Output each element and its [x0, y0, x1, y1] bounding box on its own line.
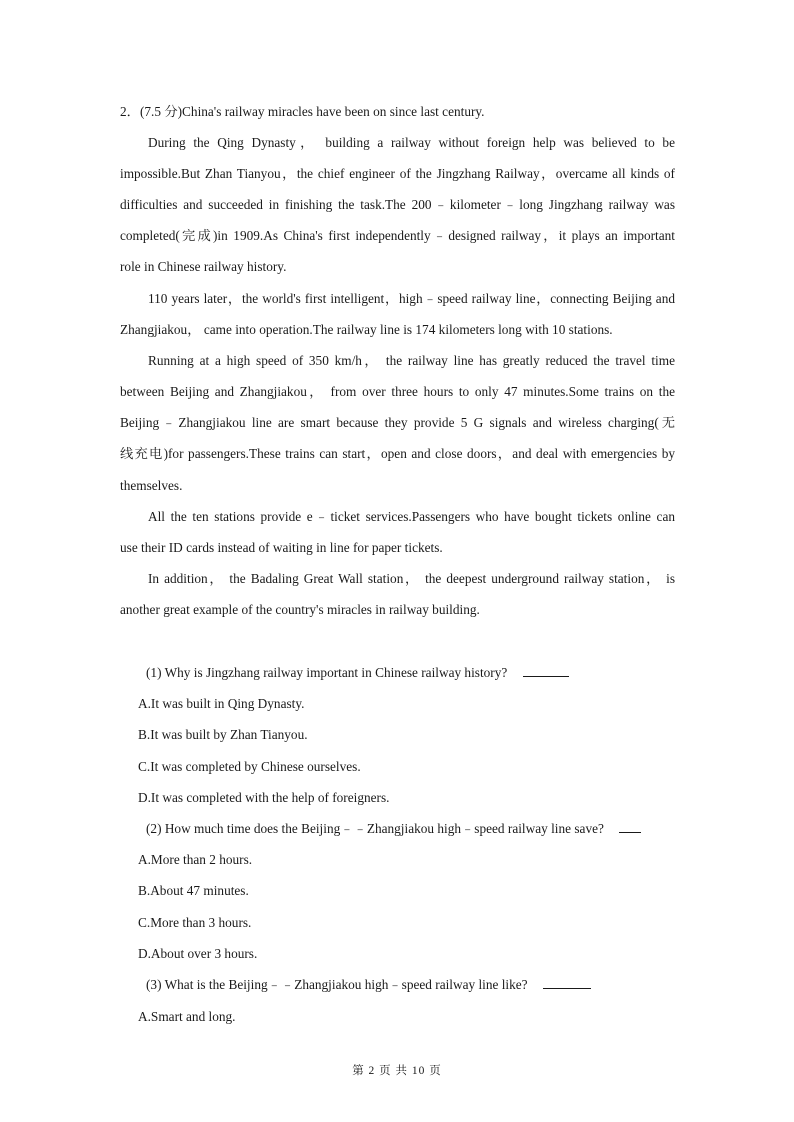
subquestion-prompt [146, 976, 701, 994]
subquestion-prompt [146, 820, 701, 838]
passage-line: 线充电)for passengers.These trains can start，open and close doors，and deal with emergencies by [120, 446, 675, 461]
answer-blank[interactable] [619, 820, 641, 833]
answer-option: A.More than 2 hours. [138, 852, 253, 867]
passage-line: 110 years later，the world's first intelligent，high﹣speed railway line，connecting Beijing and [148, 291, 675, 306]
answer-blank[interactable] [523, 664, 569, 677]
answer-option: C.It was completed by Chinese ourselves. [138, 759, 361, 774]
subquestion-text: (2) How much time does the Beijing﹣﹣Zhangjiakou high﹣speed railway line save? [146, 821, 604, 836]
question-intro: China's railway miracles have been on since last century. [182, 104, 485, 119]
passage-line: In addition， the Badaling Great Wall station， the deepest underground railway station， is [148, 571, 675, 586]
subquestion-text: (3) What is the Beijing﹣﹣Zhangjiakou high﹣speed railway line like? [146, 977, 528, 992]
answer-option: A.Smart and long. [138, 1009, 236, 1024]
answer-option: A.It was built in Qing Dynasty. [138, 696, 305, 711]
answer-option: D.About over 3 hours. [138, 946, 258, 961]
passage-line: difficulties and succeeded in finishing the task.The 200﹣kilometer﹣long Jingzhang railway was [120, 197, 675, 212]
passage-line: impossible.But Zhan Tianyou，the chief engineer of the Jingzhang Railway，overcame all kinds of [120, 166, 675, 181]
passage-line: themselves. [120, 478, 183, 493]
passage-line: During the Qing Dynasty， building a railway without foreign help was believed to be [148, 135, 675, 150]
passage-line: between Beijing and Zhangjiakou， from over three hours to only 47 minutes.Some trains on the [120, 384, 675, 399]
passage-line: Zhangjiakou， came into operation.The railway line is 174 kilometers long with 10 stations. [120, 322, 613, 337]
page-footer: 第 2 页 共 10 页 [352, 1065, 442, 1077]
passage-line: Running at a high speed of 350 km/h， the railway line has greatly reduced the travel time [148, 353, 675, 368]
passage-line: use their ID cards instead of waiting in line for paper tickets. [120, 540, 443, 555]
passage-line: Beijing﹣Zhangjiakou line are smart because they provide 5 G signals and wireless charging(无 [120, 415, 675, 430]
answer-option: B.About 47 minutes. [138, 883, 249, 898]
question-header [120, 103, 675, 121]
passage-line: completed(完成)in 1909.As China's first independently﹣designed railway，it plays an important [120, 228, 675, 243]
subquestion-prompt [146, 664, 701, 682]
answer-blank[interactable] [543, 976, 591, 989]
answer-option: C.More than 3 hours. [138, 915, 252, 930]
answer-option: D.It was completed with the help of foreigners. [138, 790, 390, 805]
passage-line: All the ten stations provide e﹣ticket services.Passengers who have bought tickets online can [148, 509, 675, 524]
answer-option: B.It was built by Zhan Tianyou. [138, 727, 308, 742]
question-number-score: 2．(7.5 分) [120, 104, 183, 119]
passage-line: another great example of the country's miracles in railway building. [120, 602, 480, 617]
passage-line: role in Chinese railway history. [120, 259, 287, 274]
subquestion-text: (1) Why is Jingzhang railway important in Chinese railway history? [146, 665, 508, 680]
